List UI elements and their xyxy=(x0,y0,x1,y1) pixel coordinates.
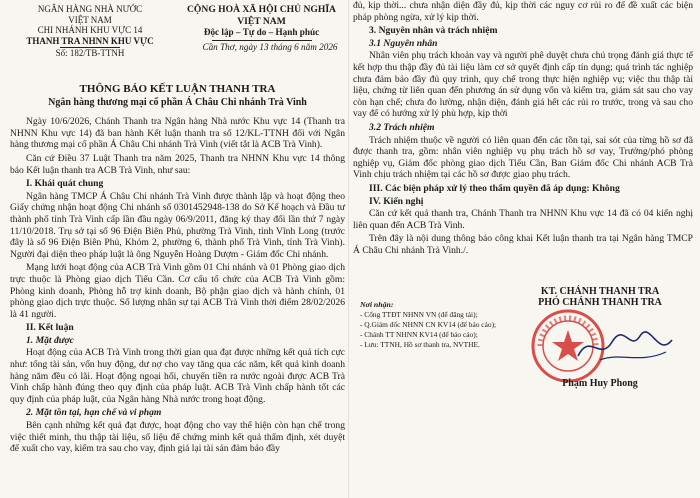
nation-name: CỘNG HOÀ XÃ HỘI CHỦ NGHĨA VIỆT NAM xyxy=(187,4,336,27)
recipients-list xyxy=(360,300,500,350)
national-motto xyxy=(178,4,345,42)
place-date: Cần Thơ, ngày 13 tháng 6 năm 2026 xyxy=(202,42,338,52)
document-subtitle: Ngân hàng thương mại cổ phần Á Châu Chi nhánh Trà Vinh xyxy=(48,96,307,108)
paragraph: Căn cứ kết quả thanh tra, Chánh Thanh tra NHNN Khu vực 14 đã có 04 kiến nghị liên quan đến ACB Trà Vinh. xyxy=(353,208,693,231)
section-heading: 3. Nguyên nhân và trách nhiệm xyxy=(369,25,498,37)
paragraph: Trách nhiệm thuộc về người có liên quan đến các tồn tại, sai sót của từng hồ sơ đã được thanh tra, gồm: nhân viên nghiệp vụ phụ trách hồ sơ vay, Trưởng/phó phòng nghiệp vụ, Giám đốc phòng giao dịch Tiểu Cần, Ban Giám đốc Chi nhánh ACB Trà Vinh chịu trách nhiệm tại các hồ sơ được giao phụ trách. xyxy=(353,134,693,181)
section-heading: III. Các biện pháp xử lý theo thẩm quyền đã áp dụng: Không xyxy=(369,182,620,194)
paragraph: Bên cạnh những kết quả đạt được, hoạt động cho vay thể hiện còn hạn chế trong việc thiết minh, thu thập tài liệu, số liệu để chứng minh kết quả thẩm định, xét duyệt để xuất cho vay, kiểm tra sau cho vay, định giá lại tài sản đảm bảo đầy xyxy=(10,420,345,455)
paragraph: Ngân hàng TMCP Á Châu Chi nhánh Trà Vinh được thành lập và hoạt động theo Giấy chứng nhận hoạt động Chi nhánh số 0301452948-138 do Sở Kế hoạch và Đầu tư thành phố tỉnh Trà Vinh cấp lần đầu ngày 06/9/2011, đăng ký thay đổi lần thứ 7 ngày 11/10/2018. Trụ sở tại số 96 Điện Biên Phủ, phường Trà Vinh, tỉnh Vĩnh Long (trước đây là số 96 Điện Biên Phủ, Khóm 2, phường 6, thành phố Trà Vinh, tỉnh Trà Vinh). Người đại diện theo pháp luật là ông Nguyễn Hoàng Dượm - Giám đốc Chi nhánh. xyxy=(10,190,345,260)
recipient-item: - Q.Giám đốc NHNN CN KV14 (để báo cáo); xyxy=(360,320,497,329)
section-heading: I. Khái quát chung xyxy=(26,178,104,190)
subsection-heading: 3.1 Nguyên nhân xyxy=(369,37,438,49)
column-divider xyxy=(348,0,349,498)
recipients-heading: Nơi nhận: xyxy=(360,300,394,309)
section-heading: II. Kết luận xyxy=(26,322,74,334)
document-header xyxy=(10,0,345,82)
issuing-agency xyxy=(10,4,170,50)
subsection-heading: 1. Mặt được xyxy=(26,334,74,346)
paragraph: Ngày 10/6/2026, Chánh Thanh tra Ngân hàng Nhà nước Khu vực 14 (Thanh tra NHNN Khu vực 14) đã ban hành Kết luận thanh tra số 12/KL-TTNH đối với Ngân hàng thương mại cổ phần Á Châu Chi nhánh Trà Vinh (viết tắt là ACB Trà Vinh). xyxy=(10,116,345,151)
signer-title-1: KT. CHÁNH THANH TRA xyxy=(540,286,660,297)
right-column xyxy=(353,0,693,258)
signature-block xyxy=(510,286,690,389)
document-number: Số: 182/TB-TTNH xyxy=(55,48,125,58)
agency-line-3: CHI NHÁNH KHU VỰC 14 xyxy=(37,25,143,36)
nation-motto: Độc lập – Tự do – Hạnh phúc xyxy=(203,27,320,38)
subsection-heading: 2. Mặt tồn tại, hạn chế và vi phạm xyxy=(26,407,162,419)
document-title: THÔNG BÁO KẾT LUẬN THANH TRA xyxy=(79,83,276,95)
paragraph: đủ, kịp thời... chưa nhận diện đầy đủ, kịp thời các nguy cơ rủi ro để đề xuất các biện pháp phòng ngừa, xử lý kịp thời. xyxy=(353,0,693,23)
agency-line-1: NGÂN HÀNG NHÀ NƯỚC xyxy=(37,4,143,14)
handwritten-signature-icon xyxy=(570,322,680,370)
recipient-item: - Chánh TT NHNN KV14 (để báo cáo); xyxy=(360,330,478,339)
signer-title-2: PHÓ CHÁNH THANH TRA xyxy=(538,297,662,308)
paragraph: Căn cứ Điều 37 Luật Thanh tra năm 2025, Thanh tra NHNN Khu vực 14 thông báo Kết luận thanh tra ACB Trà Vinh, như sau: xyxy=(10,152,345,176)
signature-area xyxy=(360,286,690,498)
signer-name: Phạm Huy Phong xyxy=(562,378,638,389)
recipient-item: - Cổng TTĐT NHNN VN (để đăng tải); xyxy=(360,310,478,319)
motto-underline xyxy=(212,40,312,41)
paragraph: Nhân viên phụ trách khoản vay và người phê duyệt chưa chú trọng đánh giá thực tế kết hợp thu thập đầy đủ tài liệu làm cơ sở quyết định cấp tín dụng; quá trình tác nghiệp chưa đảm bảo đầy đủ quy trình, quy chế trong thực hiện nghiệp vụ; việc thu thập tài liệu, chứng từ liên quan đến phương án sử dụng vốn và kiểm tra, giám sát sau cho vay còn hạn chế; chưa đo lường, nhận diện, đánh giá hết các rủi ro trước, trong và sau cho vay để có hướng xử lý phù hợp, kịp thời xyxy=(353,50,693,120)
paragraph: Trên đây là nội dung thông báo công khai Kết luận thanh tra tại Ngân hàng TMCP Á Châu Chi nhánh Trà Vinh./. xyxy=(353,233,693,256)
section-heading: IV. Kiến nghị xyxy=(369,195,424,207)
paragraph: Mạng lưới hoạt động của ACB Trà Vinh gồm 01 Chi nhánh và 01 Phòng giao dịch trực thuộc là Phòng giao dịch Tiểu Cần. Cơ cấu tổ chức của ACB Trà Vinh gồm: Phòng kinh doanh, Phòng hỗ trợ kinh doanh, Bộ phận giao dịch và hành chính, 01 phòng giao dịch trực thuộc. Số lượng nhân sự tại ACB Trà Vinh thời điểm 28/02/2026 là 41 người. xyxy=(10,262,345,320)
agency-line-2: VIỆT NAM xyxy=(68,14,112,25)
agency-line-4: THANH TRA NHNN KHU VỰC xyxy=(26,35,154,46)
subsection-heading: 3.2 Trách nhiệm xyxy=(369,121,435,133)
recipient-item: - Lưu: TTNH, Hồ sơ thanh tra, NVTHE. xyxy=(360,340,480,349)
paragraph: Hoạt động của ACB Trà Vinh trong thời gian qua đạt được những kết quả tích cực như: tổng tài sản, vốn huy động, dư nợ cho vay tăng qua các năm, kết quả kinh doanh hàng năm đều có lãi. Hoạt động ngoại hối, chuyển tiền ra nước ngoài được ACB Trà Vinh chấp hành đúng theo quy định của pháp luật. ACB Trà Vinh chấp hành tốt các quy định của pháp luật, của Ngân hàng Nhà nước trong hoạt động. xyxy=(10,347,345,405)
left-column xyxy=(10,0,345,457)
